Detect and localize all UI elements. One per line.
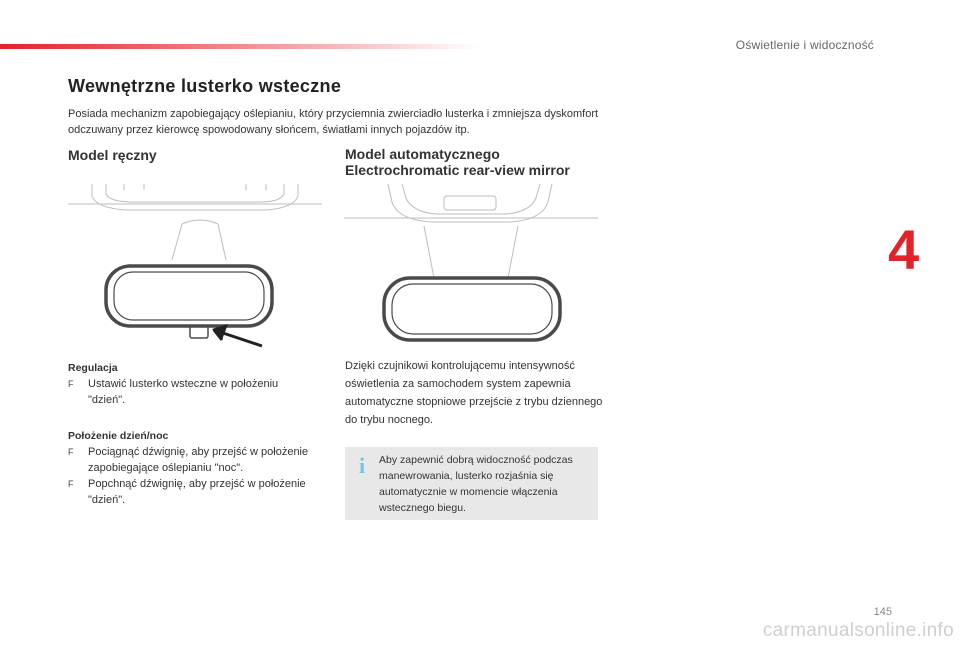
day-night-item-text: Pociągnąć dźwignię, aby przejść w położenie zapobiegające oślepianiu "noc". <box>88 446 309 474</box>
bullet-icon: F <box>68 479 74 489</box>
day-night-item-text: Popchnąć dźwignię, aby przejść w położenie "dzień". <box>88 478 306 506</box>
info-icon: i <box>359 453 366 478</box>
page-title: Wewnętrzne lusterko wsteczne <box>68 76 342 96</box>
header-accent-bar <box>0 44 480 49</box>
chapter-number: 4 <box>888 218 920 281</box>
manual-model-heading: Model ręczny <box>68 147 157 163</box>
list-item <box>68 376 318 408</box>
day-night-label: Położenie dzień/noc <box>68 430 169 442</box>
watermark: carmanualsonline.info <box>762 620 954 641</box>
automatic-heading-line1: Model automatycznego <box>345 146 500 162</box>
bullet-icon: F <box>68 447 74 457</box>
list-item <box>68 444 318 476</box>
automatic-model-heading <box>345 146 625 178</box>
automatic-heading-line2: Electrochromatic rear-view mirror <box>345 162 570 178</box>
manual-mirror-illustration <box>66 180 326 348</box>
info-box <box>345 447 598 520</box>
intro-text: Posiada mechanizm zapobiegający oślepianiu, który przyciemnia zwierciadło lusterka i zmniejsza dyskomfort odczuwany przez kierowcę spowodowany słońcem, światłami innych pojazdów itp. <box>68 108 599 136</box>
section-title: Oświetlenie i widoczność <box>735 38 874 52</box>
automatic-mirror-illustration <box>342 182 602 346</box>
list-item <box>68 476 318 508</box>
bullet-icon: F <box>68 379 74 389</box>
automatic-description: Dzięki czujnikowi kontrolującemu intensywność oświetlenia za samochodem system zapewnia automatyczne stopniowe przejście z trybu dziennego do trybu nocnego. <box>345 360 603 426</box>
adjustment-section <box>68 360 318 408</box>
info-text: Aby zapewnić dobrą widoczność podczas manewrowania, lusterko rozjaśnia się automatycznie w momencie włączenia wstecznego biegu. <box>379 454 573 514</box>
adjustment-item-text: Ustawić lusterko wsteczne w położeniu "dzień". <box>88 378 279 406</box>
day-night-section <box>68 428 318 508</box>
page-number: 145 <box>873 606 892 618</box>
adjustment-label: Regulacja <box>68 362 118 374</box>
